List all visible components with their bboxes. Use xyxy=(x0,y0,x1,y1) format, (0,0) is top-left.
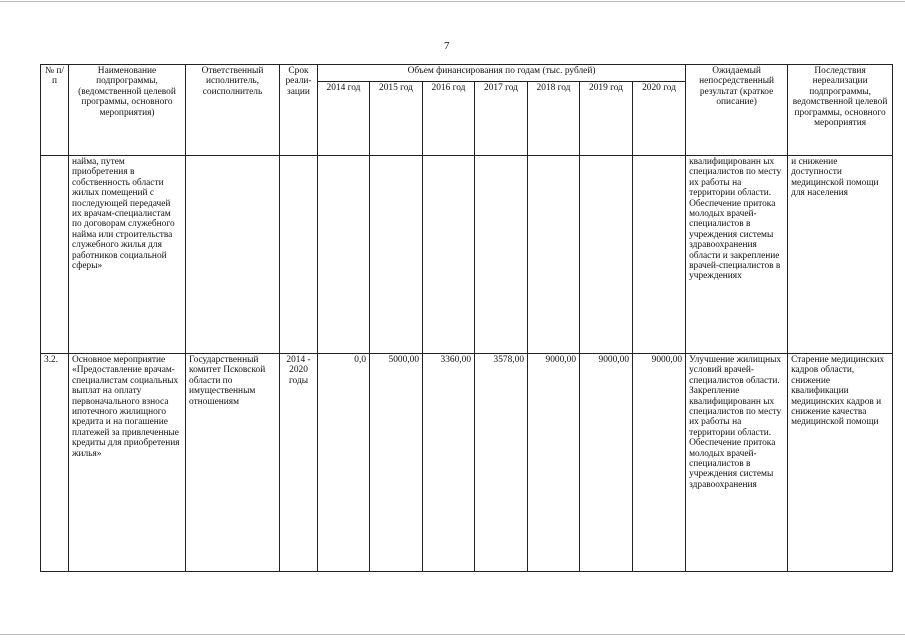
row-responsible xyxy=(186,156,280,354)
year-header: 2018 год xyxy=(528,82,580,156)
funding-cell xyxy=(633,156,686,354)
table-row xyxy=(41,156,893,354)
funding-cell: 0,0 xyxy=(318,354,370,572)
funding-cell: 3578,00 xyxy=(475,354,528,572)
row-name: найма, путем приобретения в собственность области жилых помещений с последующей передачей их врачам-специалистам по договорам служебного найма или строительства служебного жилья для работников социальной сферы» xyxy=(69,156,186,354)
funding-cell xyxy=(370,156,423,354)
row-result: Улучшение жилищных условий врачей-специалистов области. Закрепление квалифицированн ых специалистов по месту их работы на территории области. Обеспечение притока молодых врачей-специалистов в учреждения системы здравоохранения xyxy=(686,354,788,572)
funding-cell: 5000,00 xyxy=(370,354,423,572)
header-funding: Объем финансирования по годам (тыс. рублей) xyxy=(318,65,686,82)
row-number: 3.2. xyxy=(41,354,69,572)
row-responsible: Государственный комитет Псковской области по имущественным отношениям xyxy=(186,354,280,572)
funding-cell: 9000,00 xyxy=(580,354,633,572)
header-no: № п/п xyxy=(41,65,69,156)
year-header: 2019 год xyxy=(580,82,633,156)
table-row xyxy=(41,354,893,572)
funding-cell xyxy=(318,156,370,354)
row-term xyxy=(280,156,318,354)
row-number xyxy=(41,156,69,354)
year-header: 2016 год xyxy=(423,82,475,156)
funding-cell: 3360,00 xyxy=(423,354,475,572)
funding-cell xyxy=(580,156,633,354)
header-term: Срок реали-зации xyxy=(280,65,318,156)
row-name: Основное мероприятие «Предоставление врачам-специалистам социальных выплат на оплату первоначального взноса ипотечного жилищного кредита и на погашение платежей за привлеченные кредиты для приобретения жилья» xyxy=(69,354,186,572)
page-number: 7 xyxy=(444,40,450,52)
funding-cell xyxy=(475,156,528,354)
year-header: 2020 год xyxy=(633,82,686,156)
funding-cell: 9000,00 xyxy=(528,354,580,572)
row-result: квалифицированн ых специалистов по месту их работы на территории области. Обеспечение притока молодых врачей-специалистов в учреждения системы здравоохранения области и закрепление врачей-специалистов в учреждениях xyxy=(686,156,788,354)
program-table xyxy=(40,64,893,572)
funding-cell xyxy=(423,156,475,354)
funding-cell xyxy=(528,156,580,354)
header-result: Ожидаемый непосредственный результат (краткое описание) xyxy=(686,65,788,156)
year-header: 2015 год xyxy=(370,82,423,156)
bottom-scan-edge xyxy=(0,634,905,635)
row-consequences: и снижение доступности медицинской помощи для населения xyxy=(788,156,893,354)
header-consequences: Последствия нереализации подпрограммы, ведомственной целевой программы, основного мероприятия xyxy=(788,65,893,156)
header-name: Наименование подпрограммы, (ведомственной целевой программы, основного мероприятия) xyxy=(69,65,186,156)
header-row xyxy=(41,65,893,82)
funding-cell: 9000,00 xyxy=(633,354,686,572)
row-consequences: Старение медицинских кадров области, снижение квалификации медицинских кадров и снижение качества медицинской помощи xyxy=(788,354,893,572)
year-header: 2014 год xyxy=(318,82,370,156)
header-responsible: Ответственный исполнитель, соисполнитель xyxy=(186,65,280,156)
row-term: 2014 - 2020 годы xyxy=(280,354,318,572)
top-scan-edge xyxy=(0,1,905,2)
year-header: 2017 год xyxy=(475,82,528,156)
